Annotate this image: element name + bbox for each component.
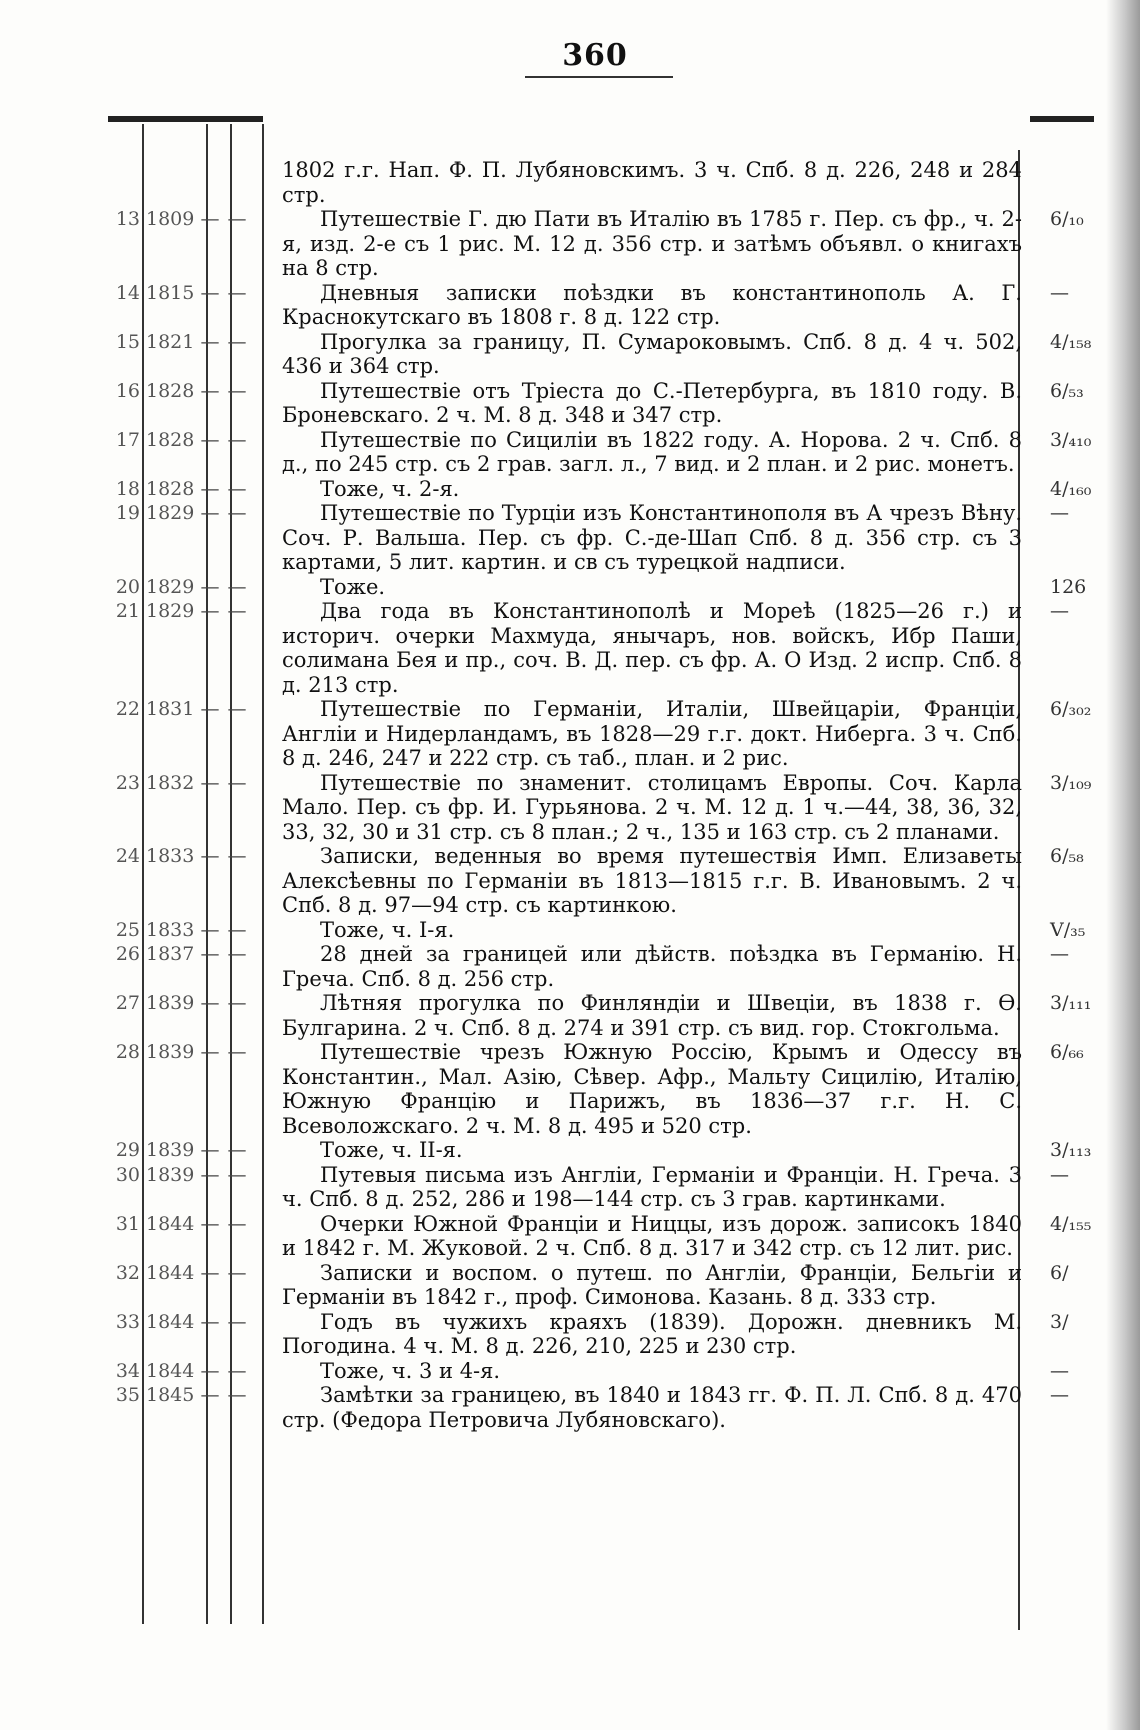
entry-description: Путевыя письма изъ Англіи, Германіи и Франціи. Н. Греча. 3 ч. Спб. 8 д. 252, 286 и 198—144 стр. съ 3 грав. картинками.: [282, 1162, 1022, 1211]
entry-margin-mark: 4/₁₅₅: [1050, 1212, 1092, 1235]
entry-dash: —: [200, 502, 220, 524]
catalog-entry: [110, 991, 1110, 1040]
entry-number: 24: [115, 845, 140, 867]
catalog-entry: [110, 844, 1110, 918]
entry-description: Путешествіе чрезъ Южную Россію, Крымъ и Одессу въ Константин., Мал. Азію, Сѣвер. Афр., Мальту Сицилію, Италію, Южную Францію и Парижъ, въ 1836—37 г.г. Н. С. Всеволожскаго. 2 ч. М. 8 д. 495 и 520 стр.: [282, 1040, 1022, 1138]
entry-margin-mark: 3/₁₁₁: [1050, 992, 1092, 1014]
entry-description: 28 дней за границей или дѣйств. поѣздка въ Германію. Н. Греча. Спб. 8 д. 256 стр.: [282, 942, 1022, 991]
entry-margin-mark: 3/: [1050, 1310, 1069, 1333]
entry-number: 17: [115, 428, 140, 451]
entry-dash: —: [200, 1261, 220, 1284]
entry-number: 19: [115, 502, 140, 524]
entry-description: Прогулка за границу, П. Сумароковымъ. Спб. 8 д. 4 ч. 502, 436 и 364 стр.: [282, 329, 1022, 378]
entry-number: 16: [115, 379, 140, 402]
entry-year: 1833: [146, 918, 195, 941]
entry-margin-mark: 4/₁₅₈: [1050, 330, 1092, 353]
entry-number: 25: [115, 918, 140, 941]
entry-dash: —: [200, 845, 220, 867]
entry-year: 1839: [146, 1163, 195, 1186]
catalog-entry: [110, 501, 1110, 575]
entry-dash: —: [200, 428, 220, 451]
entry-margin-mark: —: [1050, 281, 1069, 304]
entry-description: Тоже, ч. 3 и 4-я.: [320, 1358, 501, 1383]
entry-margin-mark: 126: [1050, 575, 1087, 598]
entry-number: 32: [115, 1261, 140, 1284]
entry-dash: —: [227, 1139, 247, 1161]
entry-margin-mark: —: [1050, 600, 1069, 622]
catalog-entry: [110, 1138, 1110, 1163]
entry-margin-mark: 6/₆₆: [1050, 1041, 1084, 1063]
entry-year: 1832: [146, 771, 195, 794]
entry-description: Записки и воспом. о путеш. по Англіи, Франціи, Бельгіи и Германіи въ 1842 г., проф. Симонова. Казань. 8 д. 333 стр.: [282, 1260, 1022, 1309]
entry-description: Тоже, ч. II-я.: [320, 1138, 463, 1162]
entry-dash: —: [227, 1041, 247, 1063]
entry-margin-mark: 4/₁₆₀: [1050, 477, 1092, 500]
entry-dash: —: [200, 575, 220, 598]
entry-description: Замѣтки за границею, въ 1840 и 1843 гг. Ф. П. Л. Спб. 8 д. 470 стр. (Федора Петровича Лубяновскаго).: [282, 1383, 1022, 1432]
entry-dash: —: [227, 698, 247, 720]
entry-description: Два года въ Константинополѣ и Мореѣ (1825—26 г.) и историч. очерки Махмуда, янычаръ, нов. войскъ, Ибр Паши, солимана Бея и пр., соч. В. Д. пер. съ фр. А. О Изд. 2 испр. Спб. 8 д. 213 стр.: [282, 599, 1022, 697]
entry-year: 1844: [146, 1310, 195, 1333]
entry-number: 14: [115, 281, 140, 304]
entry-dash: —: [200, 600, 220, 622]
entry-year: 1828: [146, 428, 195, 451]
page-number-underline: [525, 76, 673, 78]
entry-number: 20: [115, 575, 140, 598]
entry-dash: —: [200, 379, 220, 402]
entry-dash: —: [200, 1139, 220, 1161]
entry-description: Путешествіе по знаменит. столицамъ Европы. Соч. Карла Мало. Пер. съ фр. И. Гурьянова. 2 ч. М. 12 д. 1 ч.—44, 38, 36, 32, 33, 32, 30 и 31 стр. съ 8 план.; 2 ч., 135 и 163 стр. съ 2 планами.: [282, 770, 1022, 844]
entry-number: 35: [115, 1384, 140, 1406]
entry-dash: —: [200, 330, 220, 353]
entry-margin-mark: 6/: [1050, 1261, 1069, 1284]
entry-number: 23: [115, 771, 140, 794]
entry-dash: —: [227, 1384, 247, 1406]
entry-number: 28: [115, 1041, 140, 1063]
entry-dash: —: [227, 600, 247, 622]
entry-dash: —: [200, 1359, 220, 1382]
entry-description: Тоже, ч. I-я.: [320, 917, 455, 942]
entry-year: 1829: [146, 575, 195, 598]
entry-dash: —: [227, 1261, 247, 1284]
entry-dash: —: [200, 208, 220, 230]
entry-number: 15: [115, 330, 140, 353]
entry-dash: —: [227, 771, 247, 794]
entry-margin-mark: V/₃₅: [1050, 918, 1086, 941]
catalog-entry: [110, 158, 1110, 207]
entry-margin-mark: 6/₃₀₂: [1050, 698, 1092, 720]
catalog-entry: [110, 1310, 1110, 1359]
entry-year: 1833: [146, 845, 195, 867]
entry-dash: —: [200, 1212, 220, 1235]
entry-dash: —: [227, 428, 247, 451]
entry-margin-mark: —: [1050, 502, 1069, 524]
catalog-entry: [110, 428, 1110, 477]
entry-description: Дневныя записки поѣздки въ константинополь А. Г. Краснокутскаго въ 1808 г. 8 д. 122 стр.: [282, 280, 1022, 329]
entry-year: 1829: [146, 600, 195, 622]
entry-year: 1839: [146, 992, 195, 1014]
catalog-entry: [110, 1359, 1110, 1384]
entry-description: Путешествіе по Германіи, Италіи, Швейцаріи, Франціи, Англіи и Нидерландамъ, въ 1828—29 г.г. докт. Ниберга. 3 ч. Спб. 8 д. 246, 247 и 222 стр. съ таб., план. и 2 рис.: [282, 697, 1022, 770]
entry-dash: —: [227, 845, 247, 867]
entry-number: 18: [115, 477, 140, 500]
entry-margin-mark: 6/₅₃: [1050, 379, 1084, 402]
entry-number: 22: [115, 698, 140, 720]
entry-description: Путешествіе Г. дю Пати въ Италію въ 1785 г. Пер. съ фр., ч. 2-я, изд. 2-е съ 1 рис. М. 12 д. 356 стр. и затѣмъ объявл. о книгахъ на 8 стр.: [282, 207, 1022, 280]
entry-number: 27: [115, 992, 140, 1014]
entry-dash: —: [227, 330, 247, 353]
entry-dash: —: [227, 943, 247, 965]
table-top-rule-right: [1030, 116, 1094, 122]
catalog-entry: [110, 207, 1110, 281]
entry-number: 21: [115, 600, 140, 622]
entry-margin-mark: —: [1050, 1163, 1069, 1186]
entry-year: 1845: [146, 1384, 195, 1406]
entry-dash: —: [200, 992, 220, 1014]
entry-margin-mark: 3/₁₁₃: [1050, 1139, 1092, 1161]
entry-dash: —: [200, 1310, 220, 1333]
entry-description: Путешествіе по Турціи изъ Константинополя въ А чрезъ Вѣну. Соч. Р. Вальша. Пер. съ фр. С.-де-Шап Спб. 8 д. 356 стр. съ 3 картами, 5 лит. картин. и св съ турецкой надписи.: [282, 501, 1022, 574]
catalog-entry: [110, 330, 1110, 379]
entry-number: 13: [115, 208, 140, 230]
entry-dash: —: [200, 698, 220, 720]
catalog-entry: [110, 477, 1110, 502]
entry-dash: —: [200, 281, 220, 304]
entry-dash: —: [227, 379, 247, 402]
entry-number: 29: [115, 1139, 140, 1161]
entry-number: 31: [115, 1212, 140, 1235]
entry-number: 30: [115, 1163, 140, 1186]
entry-description: Тоже, ч. 2-я.: [320, 476, 460, 501]
entry-number: 34: [115, 1359, 140, 1382]
catalog-entry: [110, 771, 1110, 845]
entry-dash: —: [200, 771, 220, 794]
catalog-entry: [110, 281, 1110, 330]
entry-dash: —: [200, 1384, 220, 1406]
entry-margin-mark: 6/₅₈: [1050, 845, 1084, 867]
entry-dash: —: [200, 1041, 220, 1063]
catalog-entry: [110, 379, 1110, 428]
entry-year: 1829: [146, 502, 195, 524]
entry-margin-mark: —: [1050, 943, 1069, 965]
entry-dash: —: [227, 502, 247, 524]
entry-dash: —: [227, 208, 247, 230]
entry-description: 1802 г.г. Нап. Ф. П. Лубяновскимъ. 3 ч. Спб. 8 д. 226, 248 и 284 стр.: [282, 158, 1022, 207]
entry-dash: —: [227, 477, 247, 500]
catalog-entry: [110, 697, 1110, 771]
entry-margin-mark: 3/₄₁₀: [1050, 428, 1092, 451]
entry-description: Очерки Южной Франціи и Ниццы, изъ дорож. записокъ 1840 и 1842 г. М. Жуковой. 2 ч. Спб. 8 д. 317 и 342 стр. съ 12 лит. рис.: [282, 1211, 1022, 1260]
entry-number: 26: [115, 943, 140, 965]
entry-dash: —: [200, 477, 220, 500]
catalog-entry: [110, 1261, 1110, 1310]
entry-description: Лѣтняя прогулка по Финляндіи и Швеціи, въ 1838 г. Ѳ. Булгарина. 2 ч. Спб. 8 д. 274 и 391 стр. съ вид. гор. Стокгольма.: [282, 991, 1022, 1040]
entry-number: 33: [115, 1310, 140, 1333]
entry-year: 1821: [146, 330, 195, 353]
catalog-entry: [110, 1212, 1110, 1261]
catalog-entry: [110, 1383, 1110, 1432]
entry-dash: —: [200, 943, 220, 965]
entry-dash: —: [227, 1212, 247, 1235]
entry-year: 1844: [146, 1261, 195, 1284]
entry-dash: —: [227, 992, 247, 1014]
entry-margin-mark: 3/₁₀₉: [1050, 771, 1092, 794]
entry-year: 1815: [146, 281, 195, 304]
page-number: 360: [562, 38, 628, 73]
entry-margin-mark: —: [1050, 1384, 1069, 1406]
catalog-entry: [110, 575, 1110, 600]
entry-year: 1809: [146, 208, 195, 230]
catalog-entry: [110, 599, 1110, 697]
entry-description: Путешествіе по Сициліи въ 1822 году. А. Норова. 2 ч. Спб. 8 д., по 245 стр. съ 2 грав. загл. л., 7 вид. и 2 план. и 2 рис. монетъ.: [282, 427, 1022, 476]
entry-year: 1839: [146, 1139, 195, 1161]
entry-dash: —: [200, 1163, 220, 1186]
entry-description: Путешествіе отъ Тріеста до С.-Петербурга, въ 1810 году. В. Броневскаго. 2 ч. М. 8 д. 348 и 347 стр.: [282, 378, 1022, 427]
entry-year: 1844: [146, 1359, 195, 1382]
entry-description: Тоже.: [320, 574, 386, 599]
entry-margin-mark: 6/₁₀: [1050, 208, 1084, 230]
entry-description: Годъ въ чужихъ краяхъ (1839). Дорожн. дневникъ М. Погодина. 4 ч. М. 8 д. 226, 210, 225 и 230 стр.: [282, 1309, 1022, 1358]
table-top-rule-left: [108, 116, 263, 122]
entry-year: 1839: [146, 1041, 195, 1063]
catalog-entry: [110, 1040, 1110, 1138]
catalog-entry: [110, 942, 1110, 991]
entry-year: 1828: [146, 477, 195, 500]
entry-dash: —: [227, 918, 247, 941]
catalog-entry: [110, 918, 1110, 943]
entry-dash: —: [227, 575, 247, 598]
entry-margin-mark: —: [1050, 1359, 1069, 1382]
entry-dash: —: [227, 1310, 247, 1333]
entry-dash: —: [227, 1359, 247, 1382]
entry-dash: —: [200, 918, 220, 941]
entry-description: Записки, веденныя во время путешествія Имп. Елизаветы Алексѣевны по Германіи въ 1813—1815 г.г. В. Ивановымъ. 2 ч. Спб. 8 д. 97—94 стр. съ картинкою.: [282, 844, 1022, 917]
entry-dash: —: [227, 1163, 247, 1186]
entry-year: 1828: [146, 379, 195, 402]
entry-year: 1837: [146, 943, 195, 965]
catalog-entries: [110, 158, 1110, 1432]
entry-dash: —: [227, 281, 247, 304]
catalog-entry: [110, 1163, 1110, 1212]
entry-year: 1844: [146, 1212, 195, 1235]
entry-year: 1831: [146, 698, 195, 720]
